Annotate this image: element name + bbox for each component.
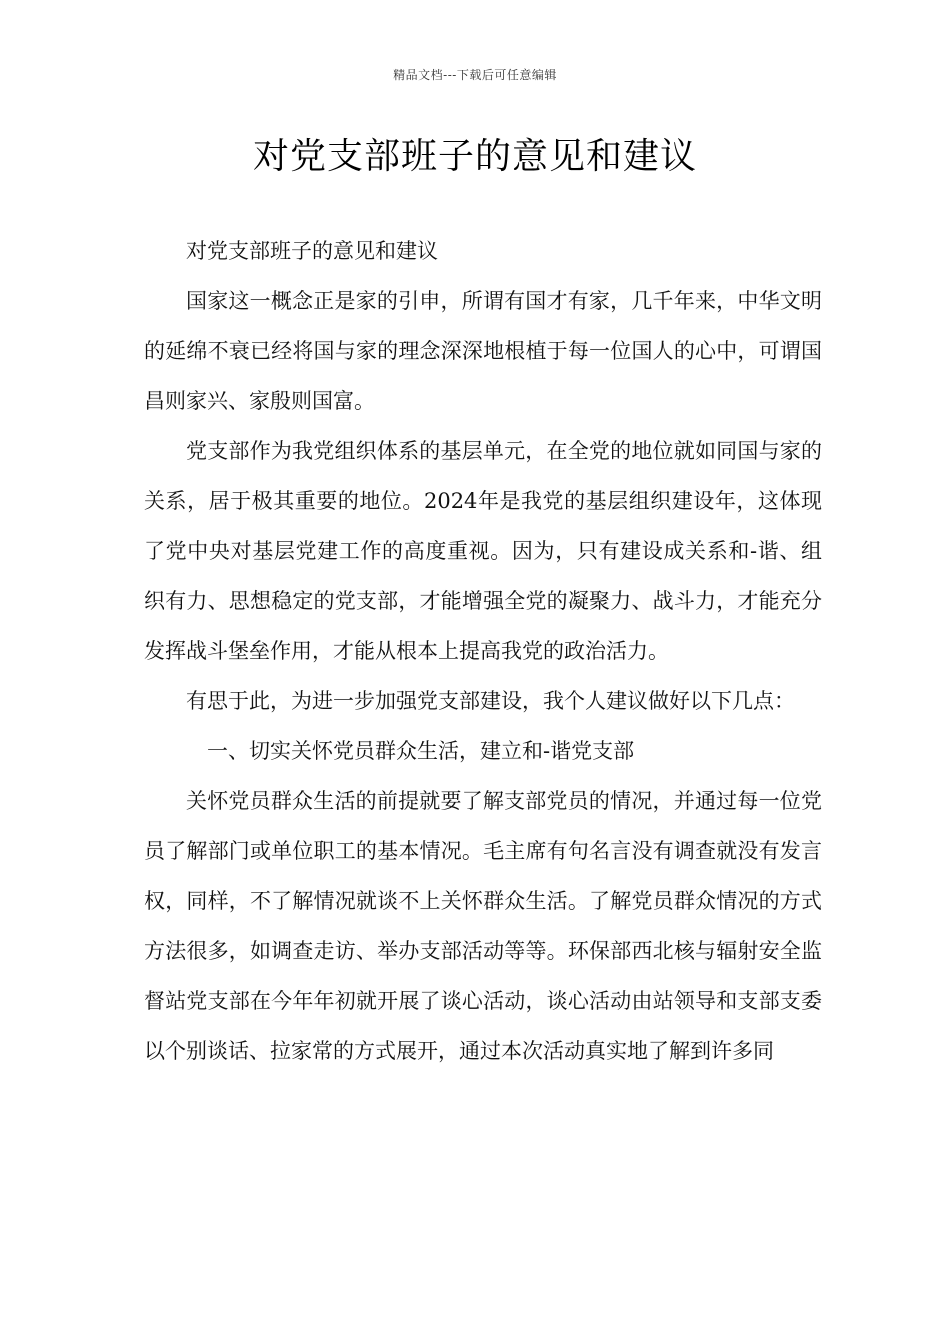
paragraph: 党支部作为我党组织体系的基层单元，在全党的地位就如同国与家的关系，居于极其重要的地位。2024年是我党的基层组织建设年，这体现了党中央对基层党建工作的高度重视。因为，只有建设成关系和-谐、组织有力、思想稳定的党支部，才能增强全党的凝聚力、战斗力，才能充分发挥战斗堡垒作用，才能从根本上提高我党的政治活力。 (144, 439, 822, 663)
document-title: 对党支部班子的意见和建议 (252, 136, 697, 177)
paragraph: 有思于此，为进一步加强党支部建设，我个人建议做好以下几点： (186, 689, 795, 713)
header-note: 精品文档---下载后可任意编辑 (393, 68, 557, 82)
section-heading: 一、切实关怀党员群众生活，建立和-谐党支部 (207, 739, 635, 763)
document-body (144, 226, 822, 1076)
paragraph-subtitle: 对党支部班子的意见和建议 (186, 239, 438, 263)
paragraph: 关怀党员群众生活的前提就要了解支部党员的情况，并通过每一位党员了解部门或单位职工的基本情况。毛主席有句名言没有调查就没有发言权，同样，不了解情况就谈不上关怀群众生活。了解党员群众情况的方式方法很多，如调查走访、举办支部活动等等。环保部西北核与辐射安全监督站党支部在今年年初就开展了谈心活动，谈心活动由站领导和支部支委以个别谈话、拉家常的方式展开，通过本次活动真实地了解到许多同 (144, 789, 822, 1063)
paragraph: 国家这一概念正是家的引申，所谓有国才有家，几千年来，中华文明的延绵不衰已经将国与家的理念深深地根植于每一位国人的心中，可谓国昌则家兴、家殷则国富。 (144, 289, 822, 413)
